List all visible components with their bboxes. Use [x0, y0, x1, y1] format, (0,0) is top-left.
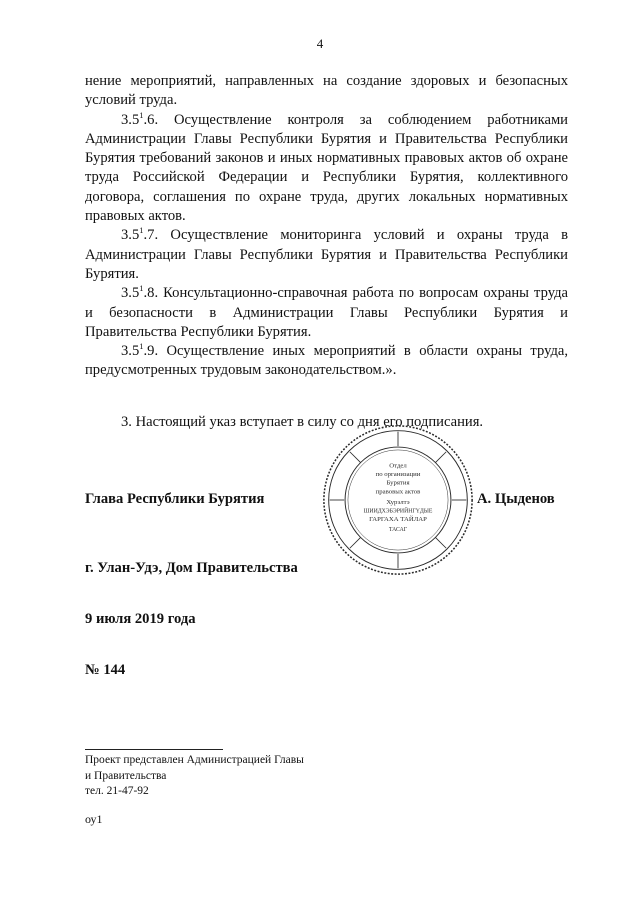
paragraph-3-5-1-7	[85, 226, 568, 284]
clause-text: .8. Консультационно-справочная работа по вопросам охраны труда и безопасности в Администрации Главы Республики Бурятия и Правительства Республики Бурятия.	[85, 285, 568, 340]
seal-line: по организации	[375, 470, 421, 478]
footnote-divider	[85, 749, 223, 750]
clause-text: .6. Осуществление контроля за соблюдением работниками Администрации Главы Республики Бурятия и Правительства Республики Бурятия требований законов и иных нормативных правовых актов об охране труда Российской Федерации и Республики Бурятия, коллективного договора, соглашения по охране труда, других локальных нормативных правовых актов.	[85, 111, 568, 225]
footnote-line: Проект представлен Администрацией Главы	[85, 754, 304, 766]
decree-effective-clause: 3. Настоящий указ вступает в силу со дня его подписания.	[121, 414, 484, 430]
footnote	[85, 753, 304, 800]
clause-number: 3.5	[121, 227, 140, 244]
seal-line: ШИИДХЭБЭРИЙНГҮДЫЕ	[363, 508, 433, 515]
seal-line: Хурэлтэ	[386, 498, 410, 506]
paragraph-3-5-1-8	[85, 284, 568, 342]
seal-line: ГАРГАХА ТАЙЛАР	[369, 516, 427, 524]
footnote-line: и Правительства	[85, 769, 167, 782]
page-number: 4	[316, 36, 324, 51]
signatory-name: А. Цыденов	[477, 491, 555, 507]
document-code: оу1	[85, 812, 103, 826]
seal-line: ТАСАГ	[388, 526, 408, 533]
clause-superscript: 1	[139, 283, 144, 294]
decree-number: № 144	[85, 662, 126, 678]
signing-date: 9 июля 2019 года	[85, 611, 196, 627]
clause-number: 3.5	[121, 285, 140, 302]
footnote-phone: тел. 21-47-92	[85, 785, 149, 797]
official-seal-stamp	[321, 423, 475, 577]
clause-text: .9. Осуществление иных мероприятий в области охраны труда, предусмотренных трудовым законодательством.».	[85, 343, 568, 379]
paragraph-3-5-1-6	[85, 111, 568, 227]
clause-superscript: 1	[139, 341, 144, 352]
clause-text: .7. Осуществление мониторинга условий и охраны труда в Администрации Главы Республики Бурятия и Правительства Республики Бурятия.	[85, 227, 568, 282]
clause-superscript: 1	[139, 109, 144, 120]
seal-line: Бурятия	[386, 479, 410, 487]
paragraph-3-5-1-9	[85, 342, 568, 381]
signing-place: г. Улан-Удэ, Дом Правительства	[85, 560, 298, 576]
seal-line: правовых актов	[375, 488, 421, 496]
clause-number: 3.5	[121, 111, 140, 128]
signatory-position: Глава Республики Бурятия	[85, 491, 265, 507]
decree-body	[85, 72, 568, 381]
clause-superscript: 1	[139, 225, 144, 236]
paragraph-continuation: нение мероприятий, направленных на создание здоровых и безопасных условий труда.	[85, 73, 568, 109]
clause-number: 3.5	[121, 343, 140, 360]
seal-line: Отдел	[389, 462, 407, 470]
